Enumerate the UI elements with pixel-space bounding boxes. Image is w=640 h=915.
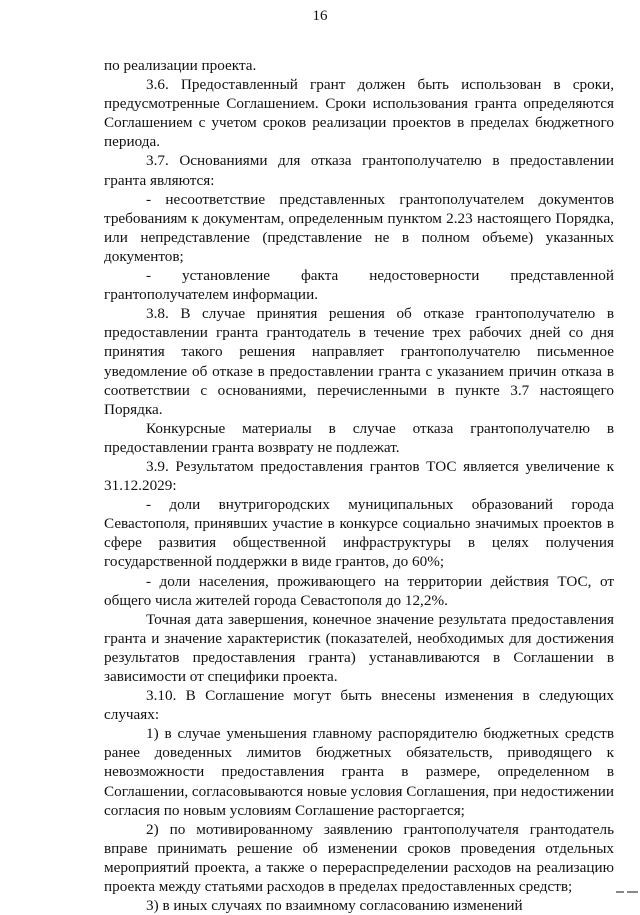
list-item: 2) по мотивированному заявлению грантополучателя грантодатель вправе принимать решение об изменении сроков проведения отдельных мероприятий проекта, а также о перераспределении расходов на реализацию проекта между статьями расходов в пределах предоставленных средств; bbox=[104, 820, 614, 896]
list-item: - доли населения, проживающего на территории действия ТОС, от общего числа жителей города Севастополя до 12,2%. bbox=[104, 572, 614, 609]
page-number: 16 bbox=[312, 8, 328, 24]
paragraph: Точная дата завершения, конечное значение результата предоставления гранта и значение характеристик (показателей, необходимых для достижения результатов предоставления гранта) устанавливаются в Соглашении в зависимости от специфики проекта. bbox=[104, 610, 614, 685]
paragraph-3-6: 3.6. Предоставленный грант должен быть использован в сроки, предусмотренные Соглашением. Сроки использования гранта определяются Соглашением с учетом сроков реализации проектов в пределах бюджетного периода. bbox=[104, 76, 614, 151]
paragraph-3-9: 3.9. Результатом предоставления грантов ТОС является увеличение к 31.12.2029: bbox=[104, 457, 614, 495]
list-item: - несоответствие представленных грантополучателем документов требованиям к документам, определенным пунктом 2.23 настоящего Порядка, или непредставление (представление не в полном объеме) указанных документов; bbox=[104, 190, 614, 265]
list-item: 1) в случае уменьшения главному распорядителю бюджетных средств ранее доведенных лимитов бюджетных обязательств, приводящего к невозможности предоставления гранта в размере, определенном в Соглашении, согласовываются новые условия Соглашения, при недостижении согласия по новым условиям Соглашение расторгается; bbox=[104, 725, 614, 819]
list-item: - установление факта недостоверности представленной грантополучателем информации. bbox=[104, 267, 614, 304]
paragraph-3-10: 3.10. В Соглашение могут быть внесены изменения в следующих случаях: bbox=[104, 687, 614, 724]
paragraph-3-7: 3.7. Основаниями для отказа грантополучателю в предоставлении гранта являются: bbox=[104, 152, 614, 189]
paragraph-3-8: 3.8. В случае принятия решения об отказе грантополучателю в предоставлении гранта грантодатель в течение трех рабочих дней со дня принятия такого решения направляет грантополучателю письменное уведомление об отказе в предоставлении гранта с указанием причин отказа в соответствии с основаниями, перечисленными в пункте 3.7 настоящего Порядка. bbox=[104, 305, 614, 418]
scan-artifact-mark bbox=[616, 889, 638, 899]
list-item: 3) в иных случаях по взаимному согласованию изменений bbox=[146, 897, 523, 915]
list-item: - доли внутригородских муниципальных образований города Севастополя, принявших участие в конкурсе социально значимых проектов в сфере развития общественной инфраструктуры в целях получения государственной поддержки в виде грантов, до 60%; bbox=[104, 496, 614, 571]
paragraph-continuation: по реализации проекта. bbox=[104, 57, 257, 74]
document-body bbox=[104, 56, 614, 915]
paragraph: Конкурсные материалы в случае отказа грантополучателю в предоставлении гранта возврату не подлежат. bbox=[104, 419, 614, 456]
